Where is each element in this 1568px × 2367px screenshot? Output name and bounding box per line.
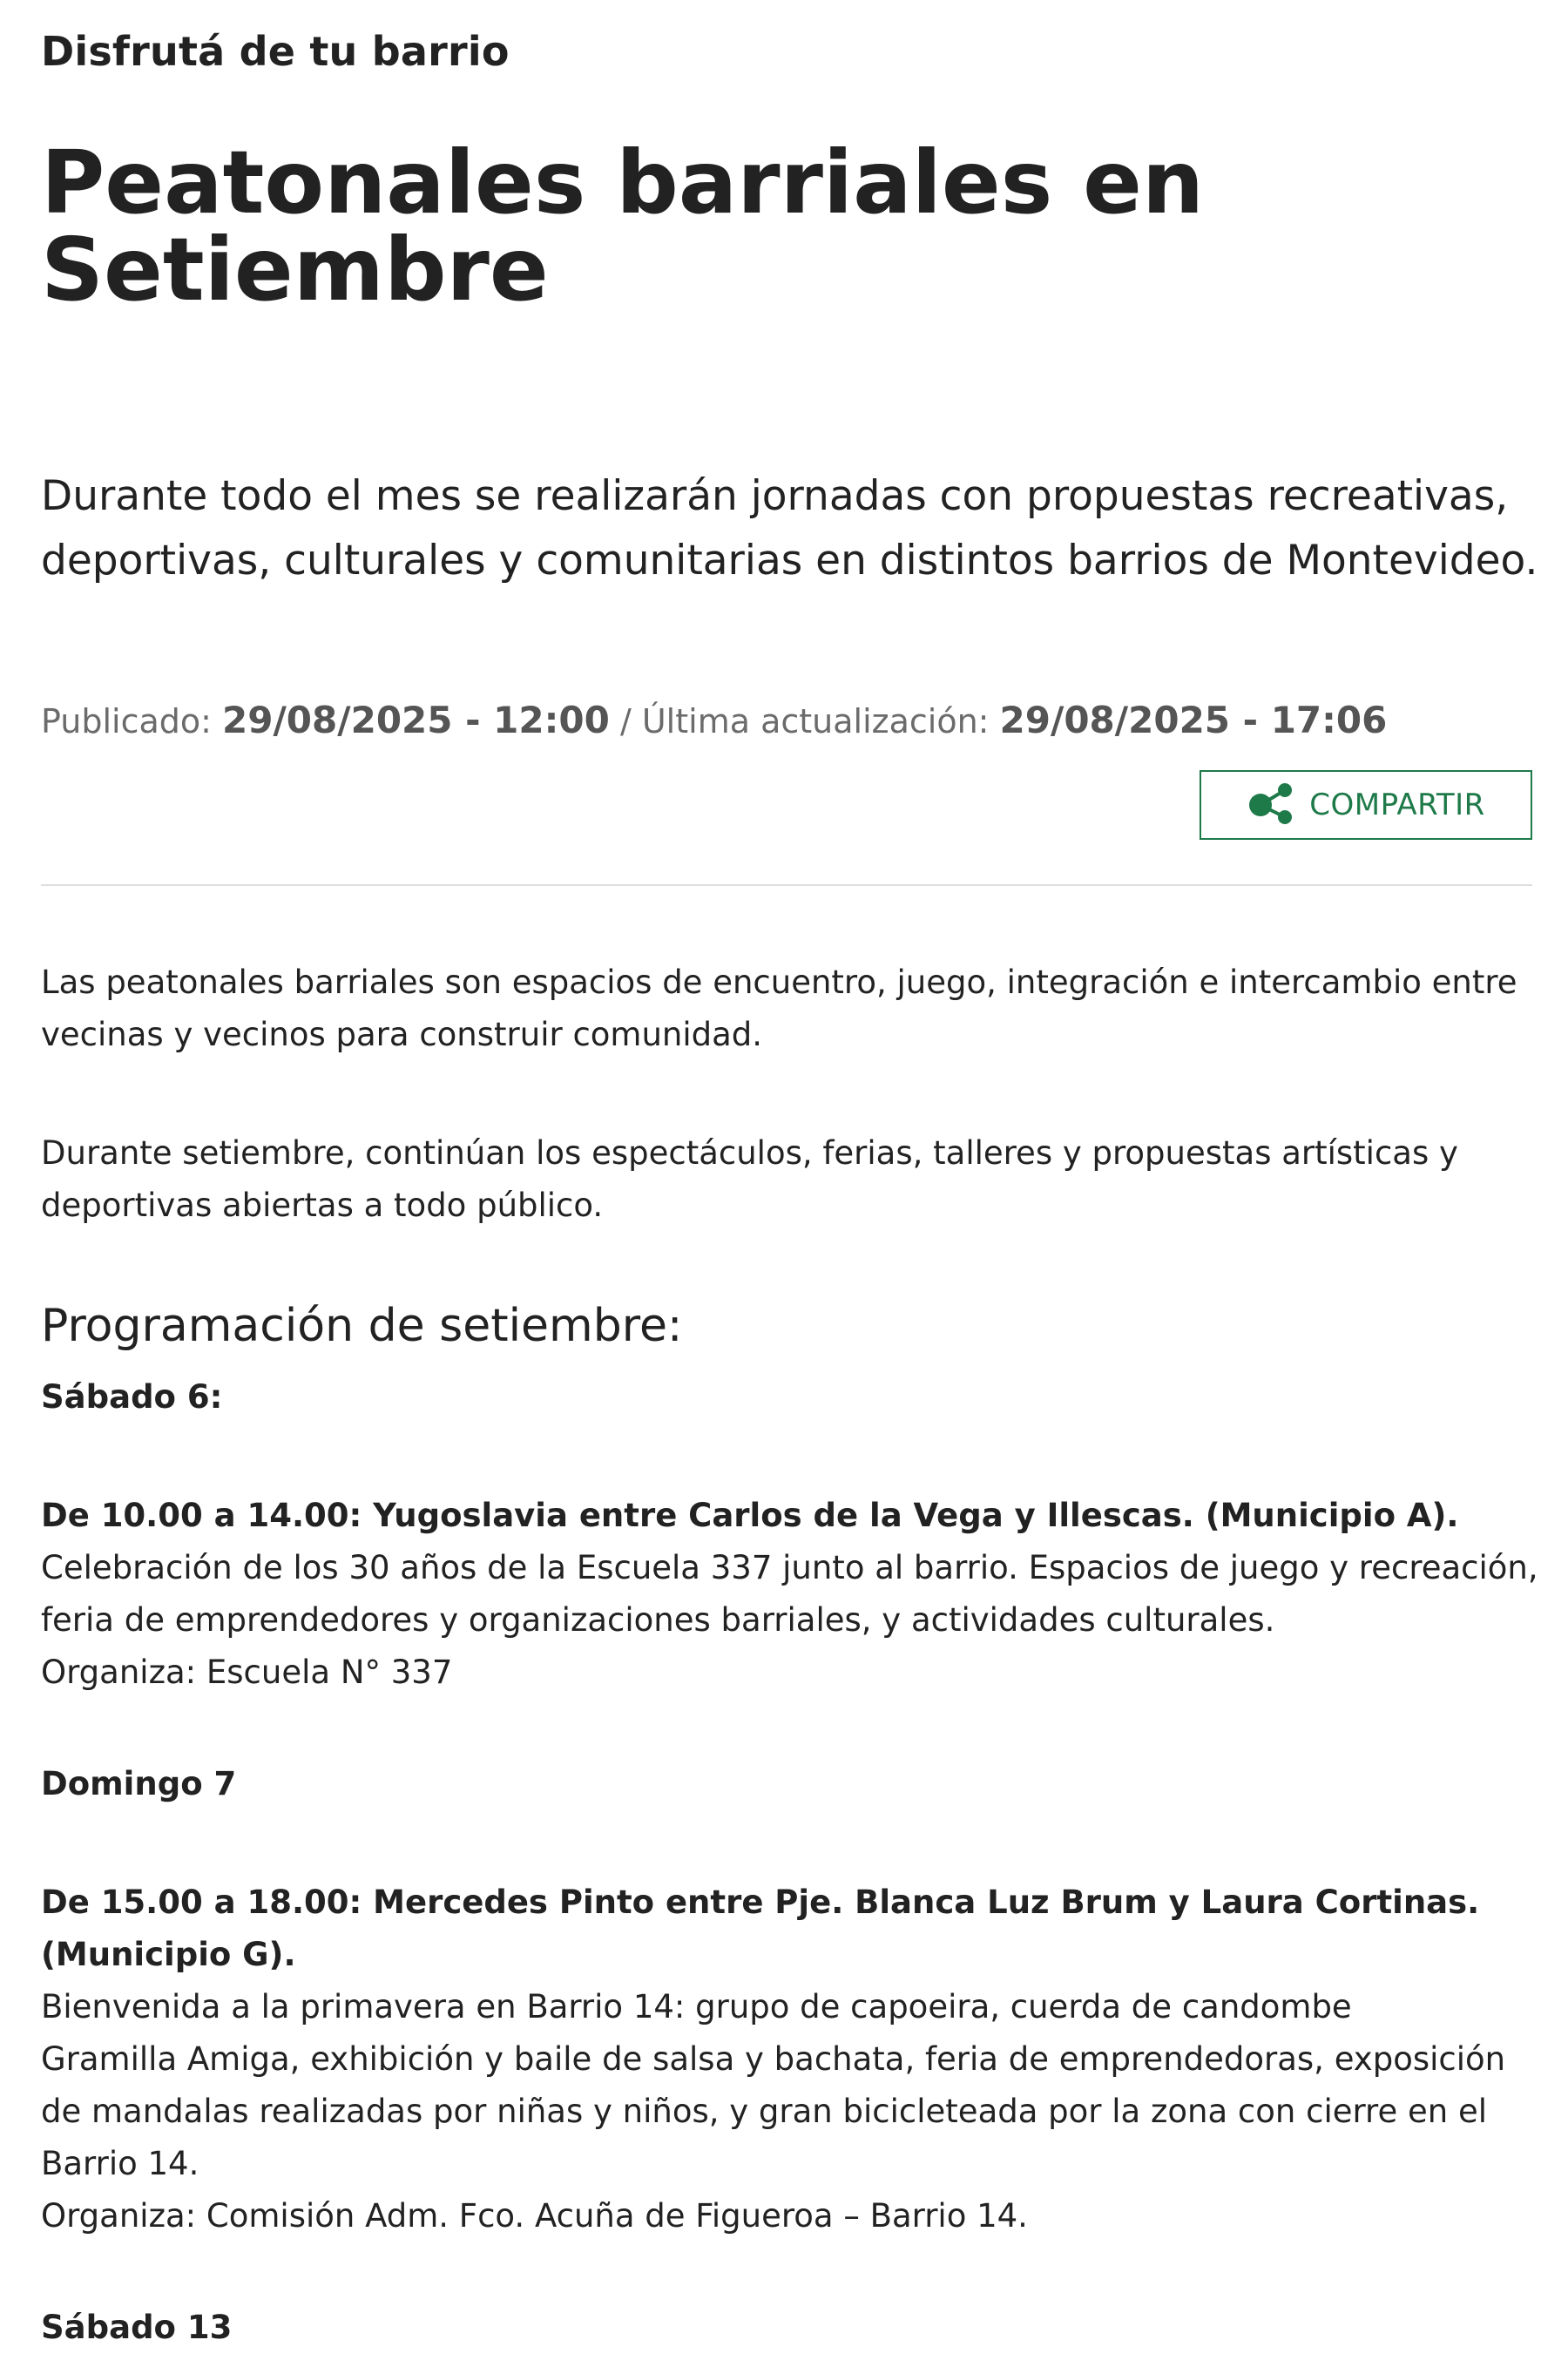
event-description-2b: Gramilla Amiga, exhibición y baile de salsa y bachata, feria de emprendedoras, exposición de mandalas realizadas por niñas y niños, y gran bicicleteada por la zona con cierre en el Barrio 14. (41, 2040, 1506, 2182)
title-line-1: Peatonales barriales en (41, 132, 1205, 233)
share-icon (1247, 781, 1297, 829)
updated-label: Última actualización: (641, 702, 990, 741)
meta-separator: / (619, 702, 632, 741)
title-line-2: Setiembre (41, 219, 549, 321)
share-button[interactable] (1200, 770, 1532, 840)
day-heading-3: Sábado 13 (41, 2309, 233, 2346)
section-kicker[interactable]: Disfrutá de tu barrio (41, 28, 510, 75)
published-label: Publicado: (41, 702, 212, 741)
event-2 (41, 1877, 1539, 2242)
event-1 (41, 1490, 1539, 1699)
intro-paragraph-1: Las peatonales barriales son espacios de encuentro, juego, integración e intercambio entre vecinas y vecinos para construir comunidad. (41, 964, 1517, 1053)
event-organizer-2: Organiza: Comisión Adm. Fco. Acuña de Figueroa – Barrio 14. (41, 2197, 1028, 2235)
event-description-1: Celebración de los 30 años de la Escuela 337 junto al barrio. Espacios de juego y recreación, feria de emprendedores y organizaciones barriales, y actividades culturales. (41, 1549, 1538, 1639)
event-title-1: De 10.00 a 14.00: Yugoslavia entre Carlos de la Vega y Illescas. (Municipio A). (41, 1497, 1459, 1534)
day-heading-1: Sábado 6: (41, 1378, 223, 1416)
divider (41, 884, 1532, 886)
event-description-2a: Bienvenida a la primavera en Barrio 14: grupo de capoeira, cuerda de candombe (41, 1988, 1352, 2025)
published-date: 29/08/2025 - 12:00 (222, 699, 610, 741)
event-organizer-1: Organiza: Escuela N° 337 (41, 1654, 453, 1691)
lead-paragraph: Durante todo el mes se realizarán jornadas con propuestas recreativas, deportivas, culturales y comunitarias en distintos barrios de Montevideo. (41, 472, 1538, 585)
event-title-2: De 15.00 a 18.00: Mercedes Pinto entre Pje. Blanca Luz Brum y Laura Cortinas. (Municipio G). (41, 1883, 1480, 1973)
publication-meta (41, 699, 1387, 741)
page-title (41, 132, 1348, 321)
updated-date: 29/08/2025 - 17:06 (999, 699, 1388, 741)
program-heading: Programación de setiembre: (41, 1300, 683, 1352)
share-label: COMPARTIR (1309, 788, 1485, 822)
day-heading-2: Domingo 7 (41, 1765, 237, 1802)
article-body (41, 957, 1539, 2354)
intro-paragraph-2: Durante setiembre, continúan los espectáculos, ferias, talleres y propuestas artísticas y deportivas abiertas a todo público. (41, 1134, 1458, 1224)
